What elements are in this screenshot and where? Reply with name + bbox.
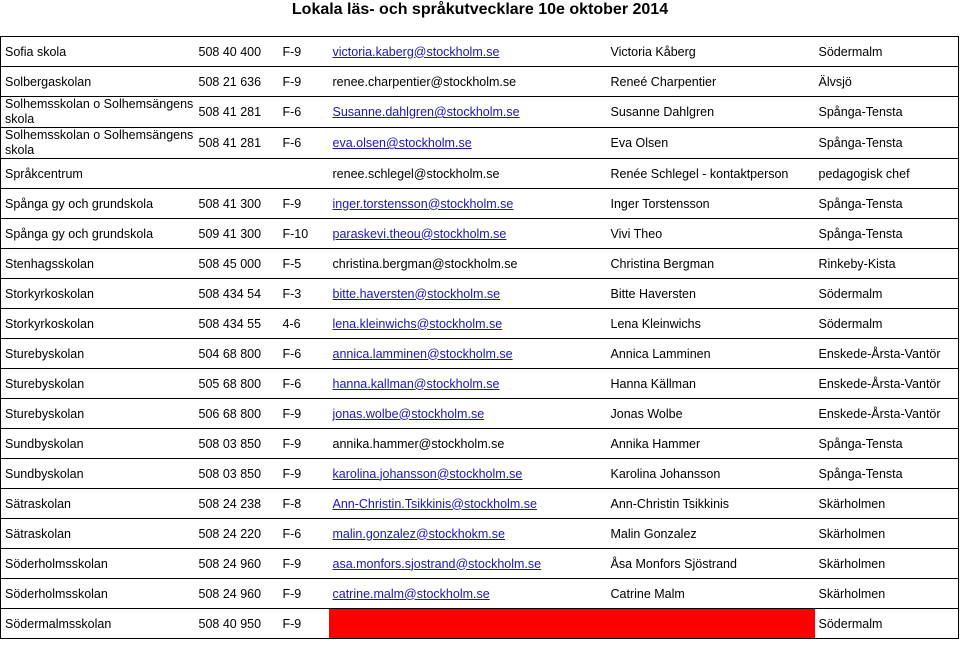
district-cell: Spånga-Tensta bbox=[815, 429, 959, 459]
page-title: Lokala läs- och språkutvecklare 10e oktober 2014 bbox=[291, 1, 669, 18]
email-cell bbox=[329, 339, 607, 369]
school-name: Spånga gy och grundskola bbox=[5, 226, 154, 241]
district-cell: Enskede-Årsta-Vantör bbox=[815, 399, 959, 429]
contact-name-cell: Vivi Theo bbox=[607, 219, 815, 249]
email-cell bbox=[329, 279, 607, 309]
contact-name-cell bbox=[607, 609, 815, 639]
contact-name-cell: Åsa Monfors Sjöstrand bbox=[607, 549, 815, 579]
school-name: Sätraskolan bbox=[5, 526, 72, 541]
email-cell bbox=[329, 369, 607, 399]
contact-name-cell: Malin Gonzalez bbox=[607, 519, 815, 549]
email-cell bbox=[329, 549, 607, 579]
email-link[interactable]: malin.gonzalez@stockhokm.se bbox=[332, 526, 505, 541]
school-cell bbox=[1, 489, 195, 519]
email-link: renee.schlegel@stockholm.se bbox=[332, 166, 500, 181]
contacts-table bbox=[0, 36, 959, 639]
district-cell: Södermalm bbox=[815, 37, 959, 67]
phone-cell: 508 434 55 bbox=[195, 309, 279, 339]
district-cell: Skärholmen bbox=[815, 489, 959, 519]
email-link: christina.bergman@stockholm.se bbox=[332, 256, 518, 271]
table-row bbox=[1, 459, 959, 489]
school-name: Storkyrkoskolan bbox=[5, 316, 94, 331]
phone-cell: 505 68 800 bbox=[195, 369, 279, 399]
school-cell bbox=[1, 609, 195, 639]
district-cell: Älvsjö bbox=[815, 67, 959, 97]
contact-name-cell: Inger Torstensson bbox=[607, 189, 815, 219]
email-cell bbox=[329, 309, 607, 339]
table-row bbox=[1, 37, 959, 67]
contact-name-cell: Reneé Charpentier bbox=[607, 67, 815, 97]
room-cell: F-9 bbox=[279, 459, 329, 489]
contact-name-cell: Victoria Kåberg bbox=[607, 37, 815, 67]
room-cell: F-6 bbox=[279, 339, 329, 369]
email-link[interactable]: karolina.johansson@stockholm.se bbox=[332, 466, 523, 481]
table-row bbox=[1, 189, 959, 219]
district-cell: Skärholmen bbox=[815, 549, 959, 579]
email-link[interactable]: lena.kleinwichs@stockholm.se bbox=[332, 316, 503, 331]
phone-cell: 508 40 400 bbox=[195, 37, 279, 67]
school-cell bbox=[1, 369, 195, 399]
school-name: Sundbyskolan bbox=[5, 436, 84, 451]
school-cell bbox=[1, 67, 195, 97]
email-cell bbox=[329, 399, 607, 429]
email-cell bbox=[329, 128, 607, 159]
district-cell: Skärholmen bbox=[815, 579, 959, 609]
school-cell bbox=[1, 579, 195, 609]
phone-cell bbox=[195, 159, 279, 189]
phone-cell: 508 41 281 bbox=[195, 97, 279, 128]
email-cell bbox=[329, 429, 607, 459]
room-cell: F-9 bbox=[279, 549, 329, 579]
contact-name-cell: Karolina Johansson bbox=[607, 459, 815, 489]
school-cell bbox=[1, 429, 195, 459]
email-link[interactable]: eva.olsen@stockholm.se bbox=[332, 136, 472, 150]
district-cell: Skärholmen bbox=[815, 519, 959, 549]
phone-cell: 508 21 636 bbox=[195, 67, 279, 97]
school-name: Stenhagsskolan bbox=[5, 256, 94, 271]
table-row bbox=[1, 339, 959, 369]
room-cell: F-9 bbox=[279, 609, 329, 639]
email-cell bbox=[329, 159, 607, 189]
school-cell bbox=[1, 219, 195, 249]
email-link[interactable]: Susanne.dahlgren@stockholm.se bbox=[332, 105, 520, 119]
school-name: Solhemsskolan o Solhemsängens skola bbox=[5, 97, 194, 126]
school-cell bbox=[1, 519, 195, 549]
email-cell bbox=[329, 249, 607, 279]
room-cell: F-8 bbox=[279, 489, 329, 519]
school-name: Södermalmsskolan bbox=[5, 616, 112, 631]
phone-cell: 508 41 300 bbox=[195, 189, 279, 219]
email-cell bbox=[329, 519, 607, 549]
district-cell: Södermalm bbox=[815, 279, 959, 309]
school-cell bbox=[1, 97, 195, 128]
school-cell bbox=[1, 309, 195, 339]
room-cell bbox=[279, 159, 329, 189]
contact-name-cell: Bitte Haversten bbox=[607, 279, 815, 309]
email-cell bbox=[329, 489, 607, 519]
room-cell: F-9 bbox=[279, 67, 329, 97]
email-link[interactable]: bitte.haversten@stockholm.se bbox=[332, 286, 501, 301]
district-cell: Enskede-Årsta-Vantör bbox=[815, 369, 959, 399]
phone-cell: 508 03 850 bbox=[195, 429, 279, 459]
contact-name-cell: Catrine Malm bbox=[607, 579, 815, 609]
school-name: Storkyrkoskolan bbox=[5, 286, 94, 301]
school-name: Sofia skola bbox=[5, 44, 67, 59]
school-cell bbox=[1, 128, 195, 159]
table-row bbox=[1, 609, 959, 639]
contact-name-cell: Renée Schlegel - kontaktperson bbox=[607, 159, 815, 189]
district-cell: Södermalm bbox=[815, 309, 959, 339]
room-cell: F-9 bbox=[279, 37, 329, 67]
district-cell: Spånga-Tensta bbox=[815, 459, 959, 489]
email-cell bbox=[329, 67, 607, 97]
email-link: annika.hammer@stockholm.se bbox=[332, 436, 505, 451]
table-row bbox=[1, 369, 959, 399]
email-link[interactable]: Ann-Christin.Tsikkinis@stockholm.se bbox=[332, 496, 537, 511]
email-link[interactable]: inger.torstensson@stockholm.se bbox=[332, 196, 514, 211]
email-cell bbox=[329, 459, 607, 489]
table-row bbox=[1, 249, 959, 279]
school-cell bbox=[1, 159, 195, 189]
room-cell: 4-6 bbox=[279, 309, 329, 339]
district-cell: Södermalm bbox=[815, 609, 959, 639]
district-cell: Spånga-Tensta bbox=[815, 189, 959, 219]
phone-cell: 508 45 000 bbox=[195, 249, 279, 279]
table-row bbox=[1, 579, 959, 609]
room-cell: F-9 bbox=[279, 399, 329, 429]
email-cell bbox=[329, 37, 607, 67]
school-name: Söderholmsskolan bbox=[5, 586, 108, 601]
email-link[interactable]: hanna.kallman@stockholm.se bbox=[332, 376, 500, 391]
phone-cell: 508 24 220 bbox=[195, 519, 279, 549]
email-link[interactable]: asa.monfors.sjostrand@stockholm.se bbox=[332, 556, 542, 571]
email-cell bbox=[329, 97, 607, 128]
school-cell bbox=[1, 279, 195, 309]
school-name: Söderholmsskolan bbox=[5, 556, 108, 571]
phone-cell: 508 41 281 bbox=[195, 128, 279, 159]
email-link[interactable]: paraskevi.theou@stockholm.se bbox=[332, 226, 507, 241]
district-cell: Enskede-Årsta-Vantör bbox=[815, 339, 959, 369]
school-cell bbox=[1, 249, 195, 279]
email-link[interactable]: catrine.malm@stockholm.se bbox=[332, 586, 490, 601]
table-row bbox=[1, 549, 959, 579]
district-cell: pedagogisk chef bbox=[815, 159, 959, 189]
school-name: Solbergaskolan bbox=[5, 74, 92, 89]
email-link: renee.charpentier@stockholm.se bbox=[332, 74, 517, 89]
school-name: Solhemsskolan o Solhemsängens skola bbox=[5, 128, 194, 157]
table-row bbox=[1, 429, 959, 459]
contact-name-cell: Jonas Wolbe bbox=[607, 399, 815, 429]
email-cell bbox=[329, 219, 607, 249]
room-cell: F-9 bbox=[279, 579, 329, 609]
contact-name-cell: Ann-Christin Tsikkinis bbox=[607, 489, 815, 519]
district-cell: Spånga-Tensta bbox=[815, 97, 959, 128]
room-cell: F-9 bbox=[279, 429, 329, 459]
school-cell bbox=[1, 37, 195, 67]
email-cell bbox=[329, 579, 607, 609]
phone-cell: 508 434 54 bbox=[195, 279, 279, 309]
room-cell: F-9 bbox=[279, 189, 329, 219]
school-name: Sturebyskolan bbox=[5, 346, 85, 361]
contact-name-cell: Eva Olsen bbox=[607, 128, 815, 159]
table-row bbox=[1, 279, 959, 309]
phone-cell: 508 24 238 bbox=[195, 489, 279, 519]
district-cell: Spånga-Tensta bbox=[815, 219, 959, 249]
school-cell bbox=[1, 399, 195, 429]
room-cell: F-10 bbox=[279, 219, 329, 249]
table-row bbox=[1, 519, 959, 549]
phone-cell: 508 24 960 bbox=[195, 579, 279, 609]
email-link[interactable]: annica.lamminen@stockholm.se bbox=[332, 346, 513, 361]
room-cell: F-3 bbox=[279, 279, 329, 309]
phone-cell: 506 68 800 bbox=[195, 399, 279, 429]
contacts-table-body bbox=[1, 37, 959, 639]
table-row bbox=[1, 159, 959, 189]
school-name: Sätraskolan bbox=[5, 496, 72, 511]
phone-cell: 509 41 300 bbox=[195, 219, 279, 249]
school-name: Språkcentrum bbox=[5, 166, 83, 181]
table-row bbox=[1, 97, 959, 128]
contact-name-cell: Annica Lamminen bbox=[607, 339, 815, 369]
phone-cell: 504 68 800 bbox=[195, 339, 279, 369]
contact-name-cell: Susanne Dahlgren bbox=[607, 97, 815, 128]
table-row bbox=[1, 399, 959, 429]
phone-cell: 508 03 850 bbox=[195, 459, 279, 489]
email-cell bbox=[329, 609, 607, 639]
table-row bbox=[1, 489, 959, 519]
district-cell: Spånga-Tensta bbox=[815, 128, 959, 159]
room-cell: F-6 bbox=[279, 97, 329, 128]
room-cell: F-6 bbox=[279, 519, 329, 549]
school-cell bbox=[1, 549, 195, 579]
school-name: Sundbyskolan bbox=[5, 466, 84, 481]
phone-cell: 508 40 950 bbox=[195, 609, 279, 639]
school-cell bbox=[1, 459, 195, 489]
email-link[interactable]: jonas.wolbe@stockholm.se bbox=[332, 406, 485, 421]
contact-name-cell: Lena Kleinwichs bbox=[607, 309, 815, 339]
table-row bbox=[1, 219, 959, 249]
email-link[interactable]: victoria.kaberg@stockholm.se bbox=[332, 44, 500, 59]
contact-name-cell: Hanna Källman bbox=[607, 369, 815, 399]
contact-name-cell: Christina Bergman bbox=[607, 249, 815, 279]
district-cell: Rinkeby-Kista bbox=[815, 249, 959, 279]
school-cell bbox=[1, 189, 195, 219]
school-name: Sturebyskolan bbox=[5, 406, 85, 421]
school-name: Sturebyskolan bbox=[5, 376, 85, 391]
contact-name-cell: Annika Hammer bbox=[607, 429, 815, 459]
table-row bbox=[1, 128, 959, 159]
room-cell: F-5 bbox=[279, 249, 329, 279]
table-row bbox=[1, 67, 959, 97]
email-cell bbox=[329, 189, 607, 219]
table-row bbox=[1, 309, 959, 339]
school-cell bbox=[1, 339, 195, 369]
room-cell: F-6 bbox=[279, 128, 329, 159]
room-cell: F-6 bbox=[279, 369, 329, 399]
phone-cell: 508 24 960 bbox=[195, 549, 279, 579]
school-name: Spånga gy och grundskola bbox=[5, 196, 154, 211]
